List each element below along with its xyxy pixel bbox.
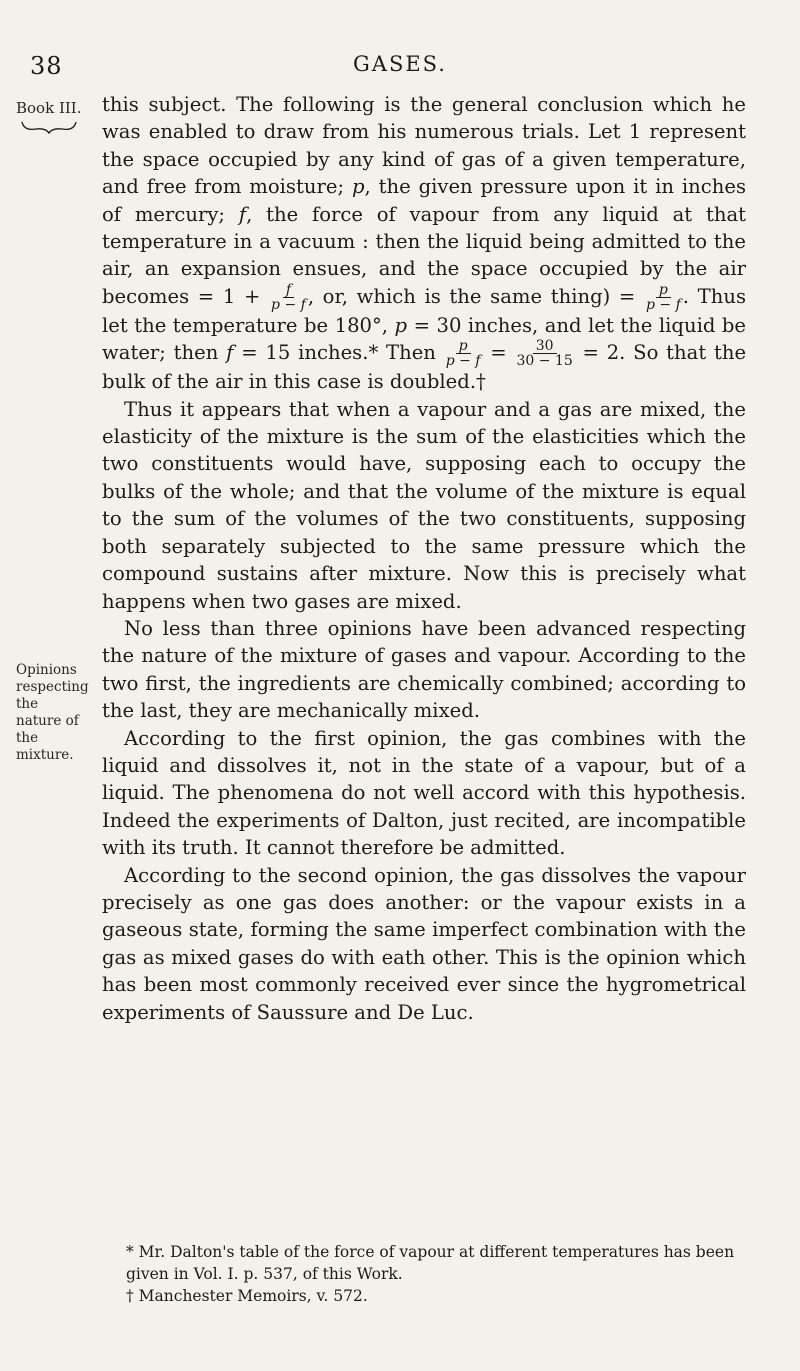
page-number: 38: [30, 52, 63, 80]
formula-p-over-p-minus-f: $\frac{p}{p - f}$: [646, 281, 681, 313]
paragraph-4: According to the first opinion, the gas combines with the liquid and dissolves it, not in the state of a vapour, but of a liquid. The phenomena do not well accord with this hypothesis. Indeed the experiments of Dalton, just recited, are incompatible with its truth. It cannot therefore be admitted.: [102, 726, 746, 860]
footnote-2: † Manchester Memoirs, v. 572.: [126, 1287, 368, 1305]
formula-30-over-30-minus-15: $\frac{30}{30 - 15}$: [516, 338, 573, 370]
footnotes: [126, 1241, 746, 1307]
formula-p-over-p-minus-f-2: $\frac{p}{p - f}$: [445, 338, 481, 370]
brace-ornament-icon: [20, 120, 78, 134]
paragraph-2: Thus it appears that when a vapour and a gas are mixed, the elasticity of the mixture is the sum of the elasticities which the two constituents would have, supposing each to occupy the bulks of the whole; and that the volume of the mixture is equal to the sum of the volumes of the two constituents, supposing both separately subjected to the same pressure which the compound sustains after mixture. Now this is precisely what happens when two gases are mixed.: [102, 397, 746, 613]
main-text: [102, 91, 746, 1026]
running-title: GASES.: [353, 52, 447, 76]
margin-note-opinions: Opinions respecting the nature of the mixture.: [16, 662, 89, 763]
footnote-1: * Mr. Dalton's table of the force of vapour at different temperatures has been given in Vol. I. p. 537, of this Work.: [126, 1243, 735, 1283]
formula-f-over-p-minus-f: $\frac{f}{p - f}$: [271, 281, 306, 313]
paragraph-1: this subject. The following is the general conclusion which he was enabled to draw from his numerous trials. Let 1 represent the space occupied by any kind of gas of a given temperature, and free from moisture; p, the given pressure upon it in inches of mercury; f, the force of vapour from any liquid at that temperature in a vacuum : then the liquid being admitted to the air, an expansion ensues, and the space occupied by the air becomes = 1 + $\frac{f}{p - f}$ , or, which is the same thing) = $\frac{p}{p - f}$ . Thus let the temperature be 180°, p = 30 inches, and let the liquid be water; then f = 15 inches.* Then $\frac{p}{p - f}$ = $\frac{30}{30 - 15}$ = 2. So that the bulk of the air in this case is doubled.†: [102, 93, 747, 394]
paragraph-3: No less than three opinions have been advanced respecting the nature of the mixture of gases and vapour. According to the two first, the ingredients are chemically combined; according to the last, they are mechanically mixed.: [102, 616, 746, 723]
paragraph-5: According to the second opinion, the gas dissolves the vapour precisely as one gas does another: or the vapour exists in a gaseous state, forming the same imperfect combination with the gas as mixed gases do with eath other. This is the opinion which has been most commonly received ever since the hygrometrical experiments of Saussure and De Luc.: [102, 863, 746, 1024]
book-label: Book III.: [16, 99, 82, 117]
page-header: [30, 52, 770, 82]
